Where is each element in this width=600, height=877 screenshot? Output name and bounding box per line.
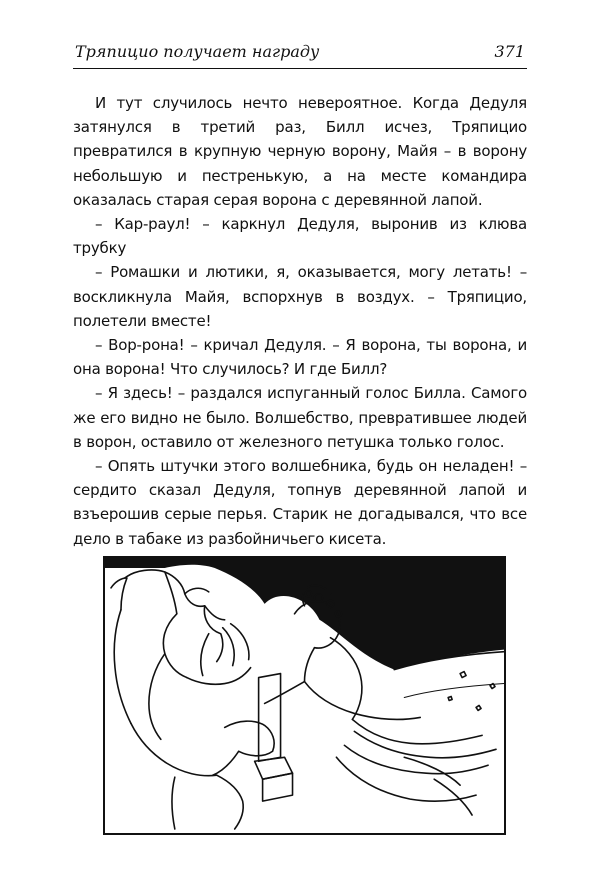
paragraph: – Вор-рона! – кричал Дедуля. – Я ворона, ты ворона, и она ворона! Что случилось? И где Билл? [73, 336, 527, 379]
running-head [73, 36, 527, 69]
page-number: 371 [494, 42, 525, 61]
paragraph: – Ромашки и лютики, я, оказывается, могу летать! – воскликнула Майя, вспорхнув в воздух. – Тряпицио, полетели вместе! [73, 263, 527, 330]
chapter-title: Тряпицио получает награду [75, 42, 320, 61]
paragraph: И тут случилось нечто невероятное. Когда Дедуля затянулся в третий раз, Билл исчез, Тряпицио превратился в крупную черную ворону, Майя – в ворону небольшую и пестренькую, а на месте командира оказалась старая серая ворона с деревянной лапой. [73, 94, 527, 209]
illustration-drawing [105, 558, 504, 833]
paragraph: – Я здесь! – раздался испуганный голос Билла. Самого же его видно не было. Волшебство, превратившее людей в ворон, оставило от железного петушка только голос. [73, 384, 527, 451]
paragraph: – Опять штучки этого волшебника, будь он неладен! – сердито сказал Дедуля, топнув деревянной лапой и взъерошив серые перья. Старик не догадывался, что все дело в табаке из разбойничьего кисета. [73, 457, 527, 548]
illustration [103, 556, 506, 835]
body-text [73, 91, 527, 551]
paragraph: – Кар-раул! – каркнул Дедуля, выронив из клюва трубку [73, 215, 527, 258]
